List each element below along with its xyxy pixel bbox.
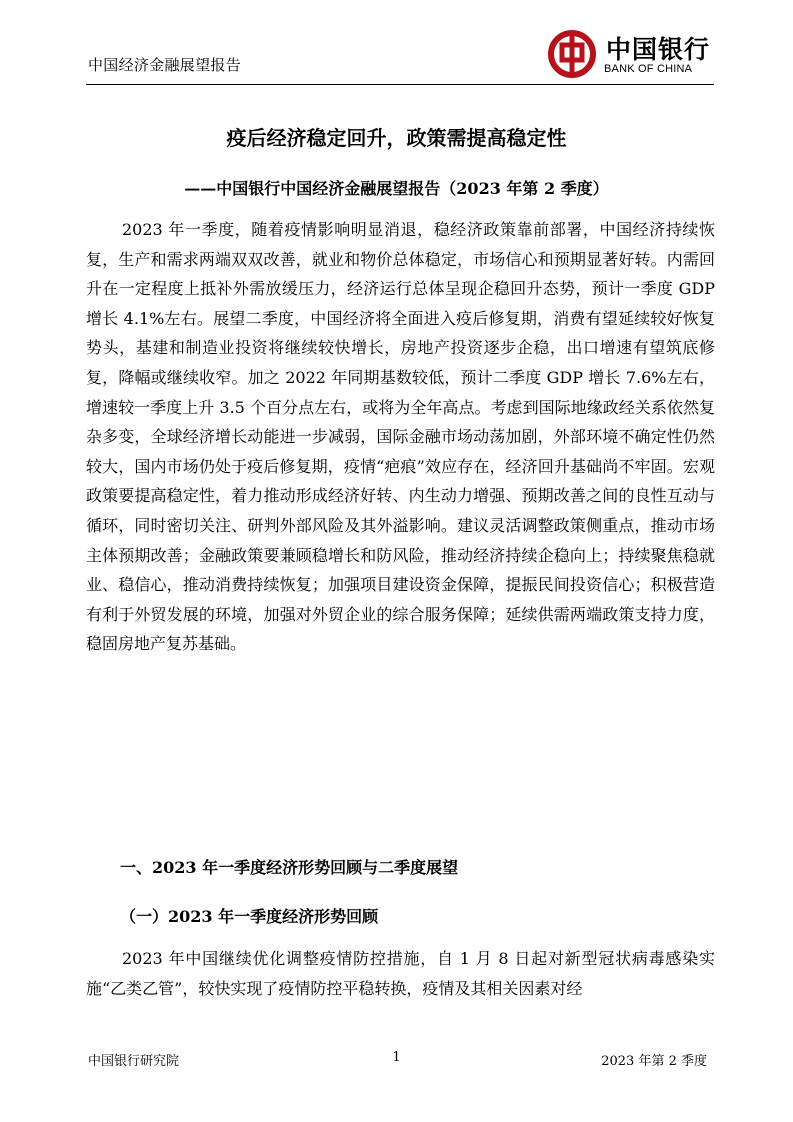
logo-chinese-name: 中国银行	[606, 35, 711, 64]
page-subtitle: ——中国银行中国经济金融展望报告（2023 年第 2 季度）	[184, 179, 609, 198]
summary-paragraph: 2023 年一季度，随着疫情影响明显消退，稳经济政策靠前部署，中国经济持续恢复，生产和需求两端双双改善，就业和物价总体稳定，市场信心和预期显著好转。内需回升在一定程度上抵补外需放缓压力，经济运行总体呈现企稳回升态势，预计一季度 GDP 增长 4.1%左右。展望二季度，中国经济将全面进入疫后修复期，消费有望延续较好恢复势头，基建和制造业投资将继续较快增长，房地产投资逐步企稳，出口增速有望筑底修复，降幅或继续收窄。加之 2022 年同期基数较低，预计二季度 GDP 增长 7.6%左右，增速较一季度上升 3.5 个百分点左右，或将为全年高点。考虑到国际地缘政经关系依然复杂多变，全球经济增长动能进一步减弱，国际金融市场动荡加剧，外部环境不确定性仍然较大，国内市场仍处于疫后修复期，疫情“疤痕”效应存在，经济回升基础尚不牢固。宏观政策要提高稳定性，着力推动形成经济好转、内生动力增强、预期改善之间的良性互动与循环，同时密切关注、研判外部风险及其外溢影响。建议灵活调整政策侧重点，推动市场主体预期改善；金融政策要兼顾稳增长和防风险，推动经济持续企稳向上；持续聚焦稳就业、稳信心，推动消费持续恢复；加强项目建设资金保障，提振民间投资信心；积极营造有利于外贸发展的环境，加强对外贸企业的综合服务保障；延续供需两端政策支持力度，稳固房地产复苏基础。	[86, 220, 715, 654]
page-number: 1	[392, 1050, 401, 1065]
header-report-name: 中国经济金融展望报告	[88, 56, 242, 74]
header-divider	[86, 84, 714, 85]
page-title: 疫后经济稳定回升，政策需提高稳定性	[226, 126, 567, 150]
logo-english-name: BANK OF CHINA	[604, 63, 693, 75]
bank-logo	[548, 30, 718, 82]
section-heading: 一、2023 年一季度经济形势回顾与二季度展望	[120, 858, 459, 877]
footer-period: 2023 年第 2 季度	[601, 1054, 707, 1069]
footer-institute: 中国银行研究院	[88, 1054, 180, 1069]
review-paragraph: 2023 年中国继续优化调整疫情防控措施，自 1 月 8 日起对新型冠状病毒感染实施“乙类乙管”，较快实现了疫情防控平稳转换，疫情及其相关因素对经	[86, 949, 715, 998]
bank-of-china-emblem-icon	[548, 30, 596, 78]
subsection-heading: （一）2023 年一季度经济形势回顾	[120, 907, 379, 926]
